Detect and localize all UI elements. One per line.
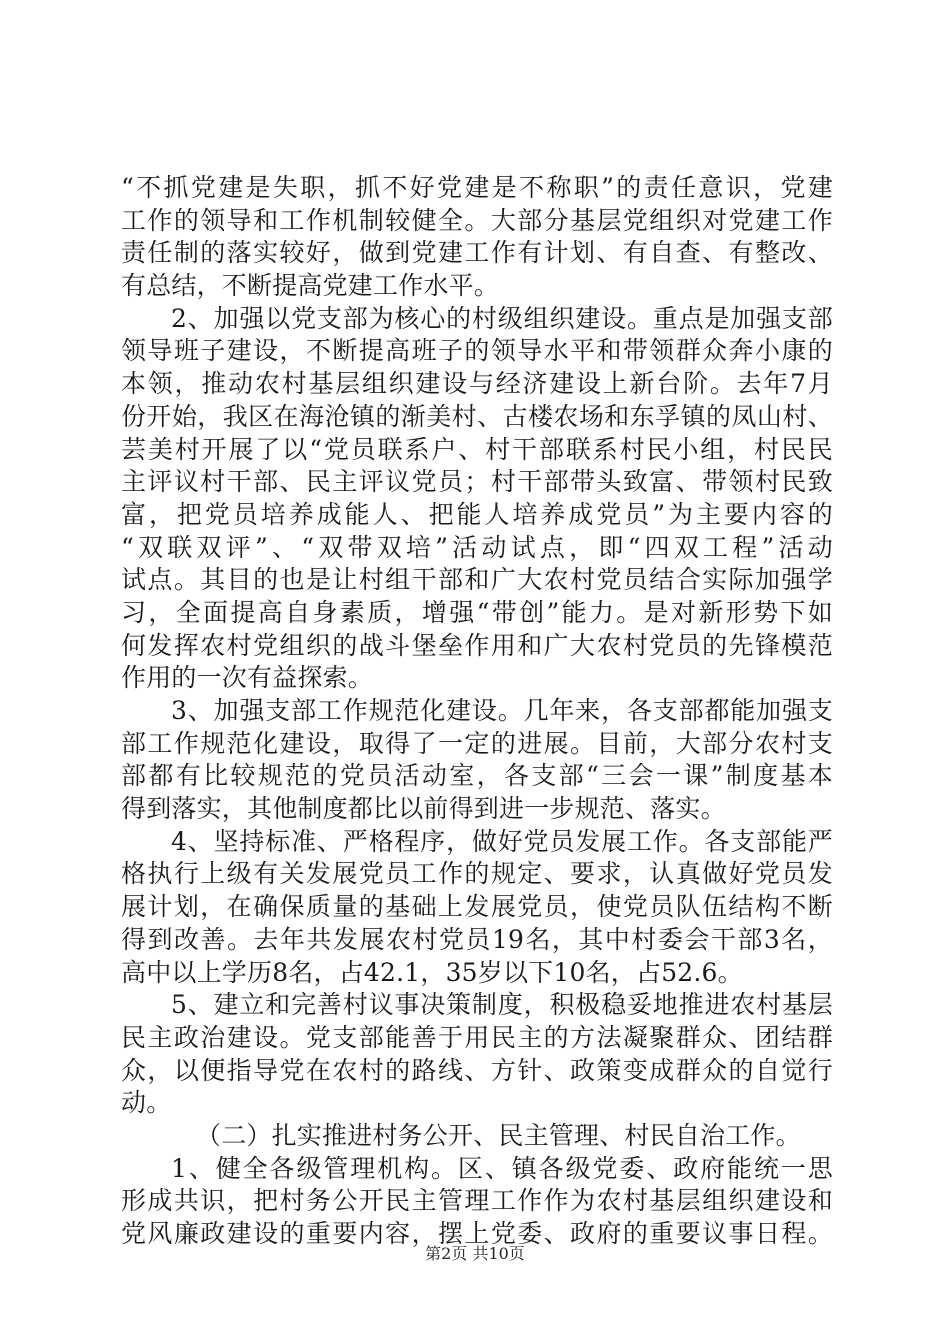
document-body: [121, 172, 833, 1251]
text-line: 习，全面提高自身素质，增强“带创”能力。是对新形势下如: [121, 597, 833, 627]
text-line: 党风廉政建设的重要内容，摆上党委、政府的重要议事日程。: [121, 1219, 833, 1248]
text-line: 份开始，我区在海沧镇的渐美村、古楼农场和东孚镇的凤山村、: [121, 401, 833, 431]
text-line: “不抓党建是失职，抓不好党建是不称职”的责任意识，党建: [121, 173, 833, 202]
text-line: 工作的领导和工作机制较健全。大部分基层党组织对党建工作: [121, 205, 833, 235]
text-line: 4、坚持标准、严格程序，做好党员发展工作。各支部能严: [171, 826, 833, 856]
text-line: 试点。其目的也是让村组干部和广大农村党员结合实际加强学: [121, 565, 833, 595]
text-line: 2、加强以党支部为核心的村级组织建设。重点是加强支部: [171, 303, 833, 333]
text-line: 格执行上级有关发展党员工作的规定、要求，认真做好党员发: [121, 859, 833, 889]
page-footer: 第2页 共10页: [425, 1244, 525, 1263]
text-line: 领导班子建设，不断提高班子的领导水平和带领群众奔小康的: [121, 336, 833, 366]
text-line: 有总结，不断提高党建工作水平。: [121, 271, 500, 301]
text-line: 富，把党员培养成能人、把能人培养成党员”为主要内容的: [121, 499, 833, 529]
text-line: 3、加强支部工作规范化建设。几年来，各支部都能加强支: [171, 696, 833, 725]
text-line: 1、健全各级管理机构。区、镇各级党委、政府能统一思: [171, 1153, 833, 1183]
text-line: 得到改善。去年共发展农村党员19名，其中村委会干部3名，: [121, 924, 833, 954]
text-line: 民主政治建设。党支部能善于用民主的方法凝聚群众、团结群: [121, 1022, 833, 1052]
text-line: 得到落实，其他制度都比以前得到进一步规范、落实。: [121, 794, 726, 824]
text-line: 展计划，在确保质量的基础上发展党员，使党员队伍结构不断: [121, 892, 833, 922]
text-line: 众，以便指导党在农村的路线、方针、政策变成群众的自觉行: [121, 1055, 833, 1085]
text-line: 高中以上学历8名，占42.1，35岁以下10名，占52.6。: [121, 957, 743, 987]
text-line: 部工作规范化建设，取得了一定的进展。目前，大部分农村支: [121, 728, 833, 758]
text-line: （二）扎实推进村务公开、民主管理、村民自治工作。: [196, 1120, 801, 1150]
text-line: 何发挥农村党组织的战斗堡垒作用和广大农村党员的先锋模范: [121, 630, 833, 660]
text-line: 动。: [121, 1088, 172, 1118]
text-line: “双联双评”、“双带双培”活动试点，即“四双工程”活动: [121, 532, 833, 562]
text-line: 责任制的落实较好，做到党建工作有计划、有自查、有整改、: [121, 238, 833, 268]
text-line: 形成共识，把村务公开民主管理工作作为农村基层组织建设和: [121, 1186, 833, 1216]
text-line: 部都有比较规范的党员活动室，各支部“三会一课”制度基本: [121, 761, 833, 791]
text-line: 作用的一次有益探索。: [121, 663, 374, 693]
text-line: 主评议村干部、民主评议党员；村干部带头致富、带领村民致: [121, 467, 833, 497]
text-line: 5、建立和完善村议事决策制度，积极稳妥地推进农村基层: [171, 990, 833, 1020]
text-line: 本领，推动农村基层组织建设与经济建设上新台阶。去年7月: [121, 369, 833, 399]
text-line: 芸美村开展了以“党员联系户、村干部联系村民小组，村民民: [121, 434, 833, 464]
